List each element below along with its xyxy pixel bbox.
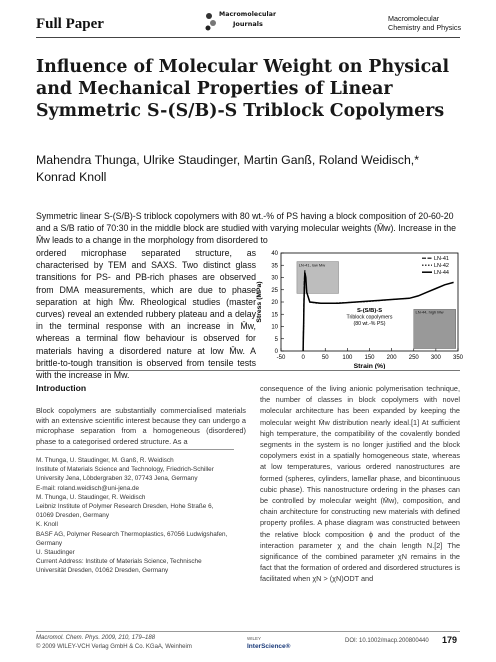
y-tick-label: 10: [271, 324, 278, 331]
abstract-wrap: ordered microphase separated structure, as characterised by TEM and SAXS. Two distinct glass transitions for PS- and PB-rich phases are observed from DMA measurements, which are due to phase separation at high M̄w. Rheological studies (master curves) reveal an extended rubbery plateau and a delay in the terminal response with an increase in M̄w, whereas a terminal flow behaviour is observed for materials having a disordered nature at low M̄w. A brittle-to-tough transition is observed from tensile tests with the increase in M̄w.: [36, 248, 256, 381]
y-axis-label: Stress (MPa): [256, 281, 263, 323]
inset-label: LN-44, high Mw: [415, 309, 444, 315]
x-tick-label: 200: [386, 355, 397, 361]
affiliation-line: Current Address: Institute of Materials Science, Technische: [36, 558, 202, 566]
x-tick-label: -50: [276, 355, 286, 361]
section-label: Full Paper: [36, 16, 104, 32]
author-list: Mahendra Thunga, Ulrike Staudinger, Martin Ganß, Roland Weidisch,* Konrad Knoll: [36, 153, 419, 184]
chart-svg: [253, 247, 465, 369]
affiliation-line: BASF AG, Polymer Research Thermoplastics, 67056 Ludwigshafen,: [36, 530, 228, 538]
affiliation-line: M. Thunga, U. Staudinger, R. Weidisch: [36, 493, 146, 501]
y-tick-label: 5: [274, 336, 278, 343]
chart-annotation: S-(S/B)-S: [356, 307, 383, 314]
abstract-top: Symmetric linear S-(S/B)-S triblock copolymers with 80 wt.-% of PS having a block composition of 20-60-20 and a S/B ratio of 70:30 in the middle block are studied with varying molecular weights (M̄w). Increase in the M̄w leads to a change in the morphology from disordered to: [36, 211, 457, 246]
y-tick-label: 35: [271, 263, 278, 270]
journal-name-line2: Chemistry and Physics: [388, 23, 462, 32]
page-number: 179: [442, 635, 458, 645]
journal-name-line1: Macromolecular: [388, 14, 440, 23]
inset-label: LN-41, low Mw: [298, 262, 326, 268]
affiliation-email: E-mail: roland.weidisch@uni-jena.de: [36, 484, 140, 492]
y-tick-label: 20: [271, 300, 278, 307]
y-tick-label: 40: [271, 251, 278, 258]
abstract-rule: [36, 370, 460, 371]
y-tick-label: 0: [274, 349, 278, 356]
doi: DOI: 10.1002/macp.200800440: [345, 638, 429, 644]
paper-title: Influence of Molecular Weight on Physical and Mechanical Properties of Linear Symmetric S-(S/B)-S Triblock Copolymers: [36, 57, 450, 121]
affiliations: [36, 456, 236, 576]
header-rule: [36, 37, 460, 38]
x-tick-label: 150: [364, 355, 375, 361]
citation-line: Macromol. Chem. Phys. 2009, 210, 179–188: [36, 635, 156, 641]
affiliation-line: M. Thunga, U. Staudinger, M. Ganß, R. Weidisch: [36, 457, 174, 464]
y-tick-label: 30: [271, 275, 278, 282]
publisher-line1: WILEY: [247, 636, 262, 641]
logo-line1: Macromolecular: [219, 11, 277, 18]
legend-label: LN-41: [434, 256, 449, 262]
legend-label: LN-44: [434, 270, 449, 276]
logo-line2: Journals: [233, 20, 263, 28]
publisher-logo: [247, 635, 290, 651]
x-tick-label: 50: [321, 355, 329, 361]
affiliation-rule: [36, 449, 234, 450]
intro-heading: Introduction: [36, 383, 87, 393]
x-axis-label: Strain (%): [353, 363, 386, 369]
stress-strain-chart: [253, 247, 465, 369]
footer-citation: [36, 634, 192, 651]
publisher-line2: InterScience®: [247, 643, 291, 650]
affiliation-line: U. Staudinger: [36, 549, 75, 557]
affiliation-line: Institute of Materials Science and Technology, Friedrich-Schiller: [36, 466, 214, 474]
affiliation-line: K. Knoll: [36, 521, 58, 529]
journal-logo: [205, 10, 291, 34]
affiliation-line: Leibniz Institute of Polymer Research Dresden, Hohe Straße 6,: [36, 503, 214, 511]
footer-rule: [36, 631, 460, 632]
chart-annotation: Triblock copolymers: [346, 314, 393, 321]
right-column-text: consequence of the living anionic polymerisation technique, the number of classes in block copolymers with novel molecular architecture has been expanded by keeping the molecular weight M̄w distribution nearly ideal.[1] At sufficient high temperature, the compatibility of the covalently bonded segments in the system is no longer justified and the block copolymers exist in a spatially homogeneous state, whereas at low temperatures, various ordered nanostructures are formed (spheres, cylinders, lamellar phase, and bicontinuous cubic phase). This nanostructure ordering in the phases can be controlled by molecular weight (M̄w), composition, and chain architecture for constructing new materials with defined property profiles. A phase diagram was constructed between the relative block composition ϕ and the product of the interaction parameter χ and the chain length N.[2] The significance of the combined parameter χN remains in the fact that the formation of ordered and disordered structures is facilitated when χN > (χN)ODT and: [260, 384, 460, 584]
affiliation-line: University Jena, Löbdergraben 32, 07743 Jena, Germany: [36, 475, 198, 483]
x-tick-label: 250: [408, 355, 419, 361]
intro-body: Block copolymers are substantially commercialised materials with an extensive scientific interest because they can undergo a microphase separation from a homogeneous (disordered) phase to a categorised ordered structure. As a: [36, 406, 246, 446]
affiliation-line: Germany: [36, 539, 63, 547]
chart-annotation: (80 wt.-% PS): [353, 320, 386, 327]
legend-label: LN-42: [434, 263, 449, 269]
y-tick-label: 25: [271, 287, 278, 294]
journal-name: [388, 14, 461, 32]
copyright-line: © 2009 WILEY-VCH Verlag GmbH & Co. KGaA, Weinheim: [36, 643, 192, 650]
x-tick-label: 300: [430, 355, 441, 361]
affiliation-line: 01069 Dresden, Germany: [36, 512, 109, 520]
x-tick-label: 350: [452, 355, 464, 361]
affiliation-line: Universität Dresden, 01062 Dresden, Germany: [36, 567, 169, 575]
y-tick-label: 15: [271, 312, 278, 319]
x-tick-label: 100: [342, 355, 353, 361]
molecule-icon: [205, 12, 217, 32]
tem-inset-high: [414, 309, 456, 348]
x-tick-label: 0: [301, 355, 305, 361]
